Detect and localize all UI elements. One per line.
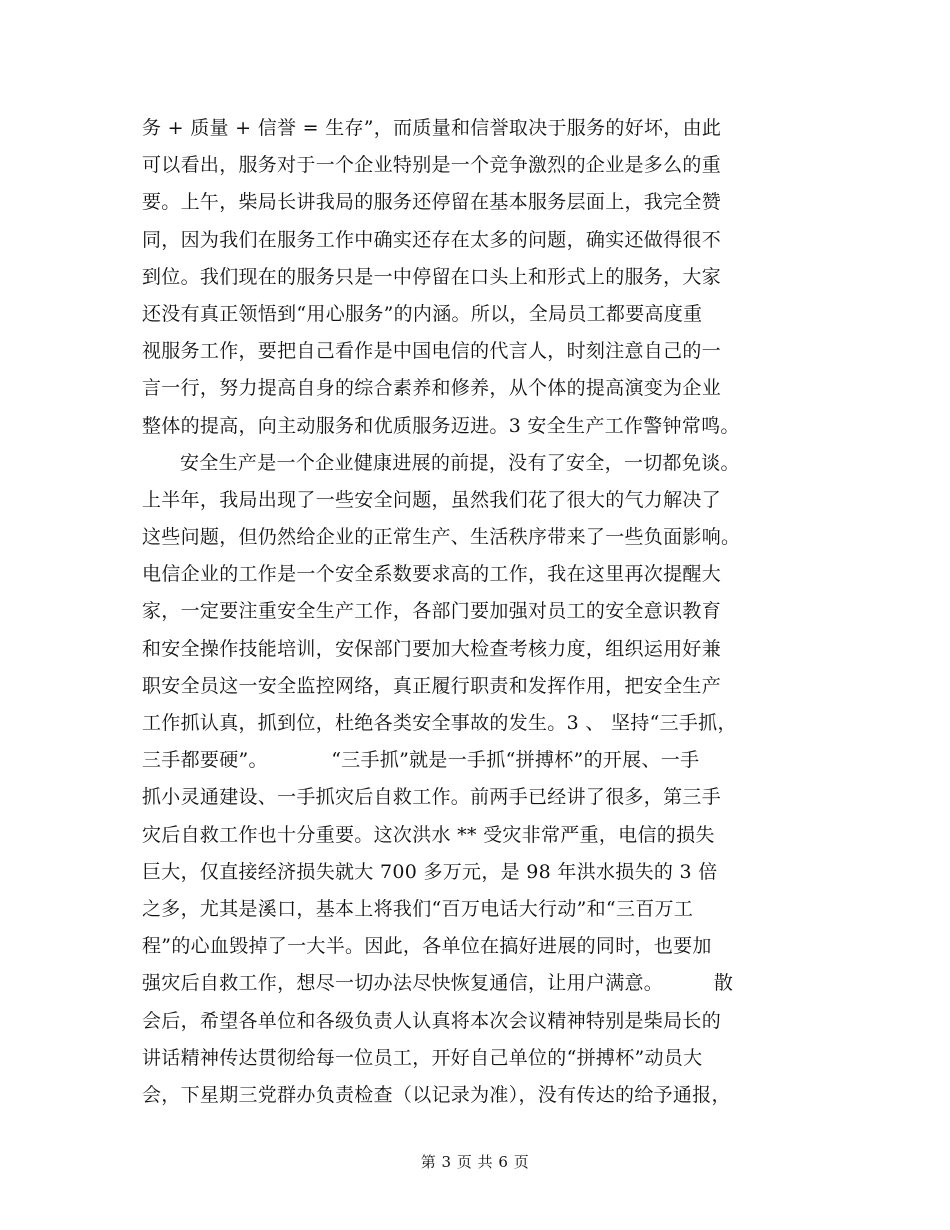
text-line: 巨大，仅直接经济损失就大 700 多万元，是 98 年洪水损失的 3 倍 (142, 860, 718, 883)
text-line: 还没有真正领悟到“用心服务”的内涵。所以，全局员工都要高度重 (142, 302, 703, 325)
text-line: 安全生产是一个企业健康进展的前提，没有了安全，一切都免谈。 (142, 451, 740, 474)
text-line: 同，因为我们在服务工作中确实还存在太多的问题，确实还做得很不 (142, 228, 722, 251)
text-line: 工作抓认真，抓到位，杜绝各类安全事故的发生。3 、 坚持“三手抓， (142, 712, 737, 734)
text-line: 强灾后自救工作，想尽一切办法尽快恢复通信，让用户满意。 散 (142, 972, 734, 995)
text-line: 要。上午，柴局长讲我局的服务还停留在基本服务层面上，我完全赞 (142, 191, 722, 214)
text-line: 和安全操作技能培训，安保部门要加大检查考核力度，组织运用好兼 (142, 637, 722, 660)
text-line: 三手都要硬”。 “三手抓”就是一手抓“拼搏杯”的开展、一手 (142, 749, 700, 772)
text-line: 务 + 质量 + 信誉 = 生存”，而质量和信誉取决于服务的好坏，由此 (142, 117, 722, 139)
text-line: 程”的心血毁掉了一大半。因此，各单位在搞好进展的同时，也要加 (142, 935, 712, 958)
text-line: 之多，尤其是溪口，基本上将我们“百万电话大行动”和“三百万工 (142, 897, 694, 920)
document-body (142, 110, 842, 1114)
text-line: 抓小灵通建设、一手抓灾后自救工作。前两手已经讲了很多，第三手 (142, 786, 722, 809)
text-line: 家，一定要注重安全生产工作，各部门要加强对员工的安全意识教育 (142, 600, 722, 623)
text-line: 会后，希望各单位和各级负责人认真将本次会议精神特别是柴局长的 (142, 1009, 722, 1032)
text-line: 到位。我们现在的服务只是一中停留在口头上和形式上的服务，大家 (142, 265, 722, 288)
text-line: 上半年，我局出现了一些安全问题，虽然我们花了很大的气力解决了 (142, 488, 722, 511)
text-line: 会，下星期三党群办负责检查（以记录为准），没有传达的给予通报， (142, 1083, 731, 1106)
text-line: 整体的提高，向主动服务和优质服务迈进。3 安全生产工作警钟常鸣。 (142, 414, 740, 437)
text-line: 职安全员这一安全监控网络，真正履行职责和发挥作用，把安全生产 (142, 674, 722, 697)
text-line: 可以看出，服务对于一个企业特别是一个竞争激烈的企业是多么的重 (142, 154, 722, 177)
text-line: 灾后自救工作也十分重要。这次洪水 ** 受灾非常严重，电信的损失 (142, 823, 715, 846)
page-number-footer: 第 3 页 共 6 页 (420, 1153, 530, 1171)
text-line: 讲话精神传达贯彻给每一位员工，开好自己单位的“拼搏杯”动员大 (142, 1046, 703, 1069)
text-line: 言一行，努力提高自身的综合素养和修养，从个体的提高演变为企业 (142, 377, 722, 400)
text-line: 这些问题，但仍然给企业的正常生产、生活秩序带来了一些负面影响。 (142, 526, 741, 549)
text-line: 视服务工作，要把自己看作是中国电信的代言人，时刻注意自己的一 (142, 340, 722, 363)
text-line: 电信企业的工作是一个安全系数要求高的工作，我在这里再次提醒大 (142, 563, 722, 586)
